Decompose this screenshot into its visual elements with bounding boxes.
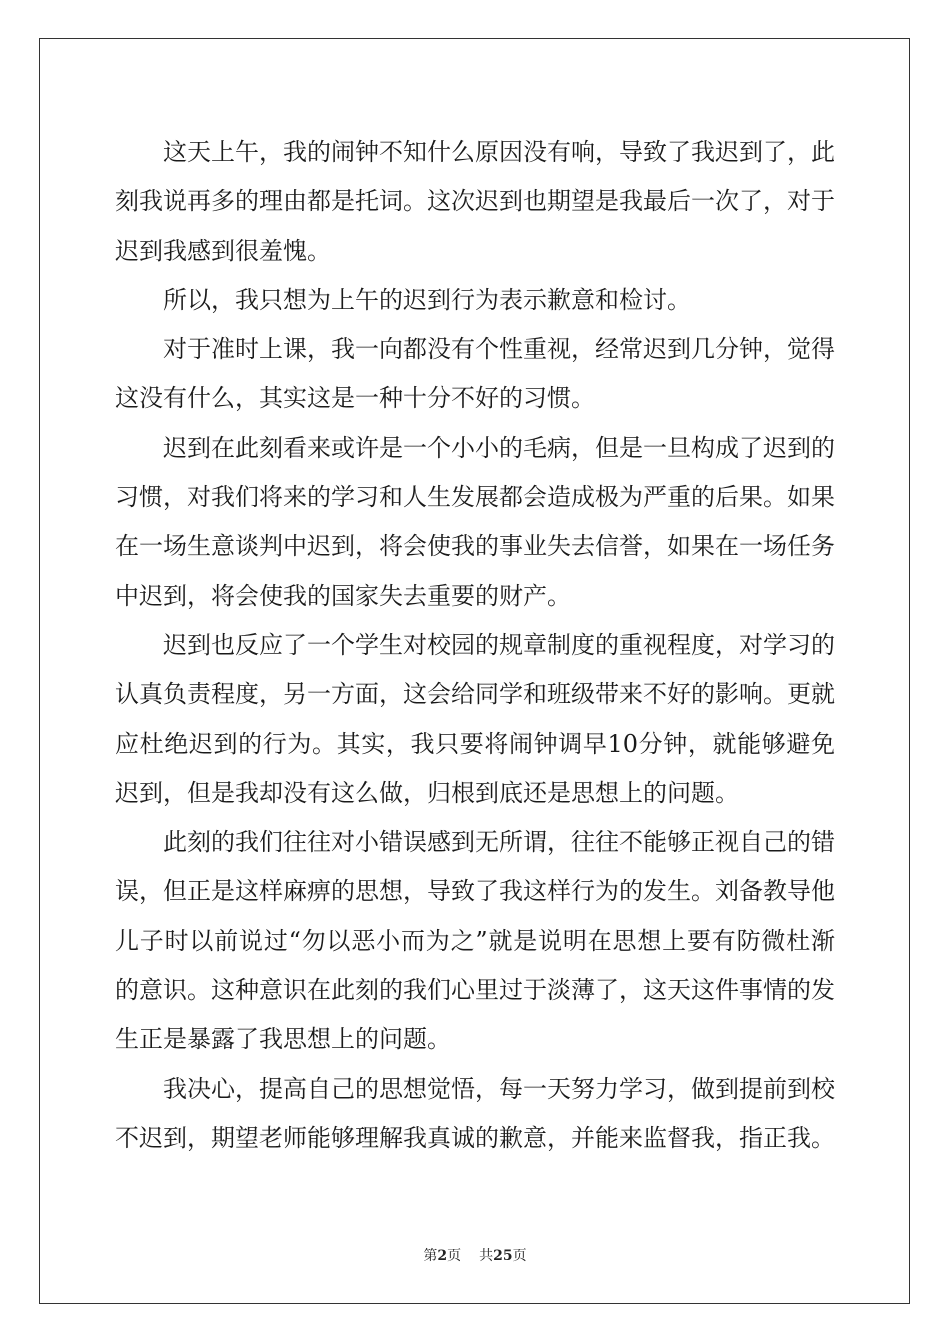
- paragraph: 所以，我只想为上午的迟到行为表示歉意和检讨。: [163, 285, 691, 314]
- total-pages-indicator: 共25页: [479, 1248, 527, 1264]
- total-pages: 25: [493, 1248, 513, 1264]
- page-footer: [0, 1246, 950, 1266]
- paragraph: 我决心，提高自己的思想觉悟，每一天努力学习，做到提前到校不迟到，期望老师能够理解我真诚的歉意，并能来监督我，指正我。: [115, 1074, 835, 1152]
- paragraph: 迟到也反应了一个学生对校园的规章制度的重视程度，对学习的认真负责程度，另一方面，这会给同学和班级带来不好的影响。更就应杜绝迟到的行为。其实，我只要将闹钟调早10分钟，就能够避免迟到，但是我却没有这么做，归根到底还是思想上的问题。: [115, 630, 835, 807]
- document-body: [115, 128, 835, 1163]
- paragraph: 此刻的我们往往对小错误感到无所谓，往往不能够正视自己的错误，但正是这样麻痹的思想，导致了我这样行为的发生。刘备教导他儿子时以前说过“勿以恶小而为之”就是说明在思想上要有防微杜渐的意识。这种意识在此刻的我们心里过于淡薄了，这天这件事情的发生正是暴露了我思想上的问题。: [115, 828, 835, 1054]
- page-indicator: 第2页: [423, 1248, 462, 1264]
- paragraph: 对于准时上课，我一向都没有个性重视，经常迟到几分钟，觉得这没有什么，其实这是一种十分不好的习惯。: [115, 335, 835, 413]
- paragraph: 迟到在此刻看来或许是一个小小的毛病，但是一旦构成了迟到的习惯，对我们将来的学习和人生发展都会造成极为严重的后果。如果在一场生意谈判中迟到，将会使我的事业失去信誉，如果在一场任务中迟到，将会使我的国家失去重要的财产。: [115, 433, 835, 610]
- page-number: 2: [437, 1248, 448, 1264]
- paragraph: 这天上午，我的闹钟不知什么原因没有响，导致了我迟到了，此刻我说再多的理由都是托词。这次迟到也期望是我最后一次了，对于迟到我感到很羞愧。: [115, 138, 835, 265]
